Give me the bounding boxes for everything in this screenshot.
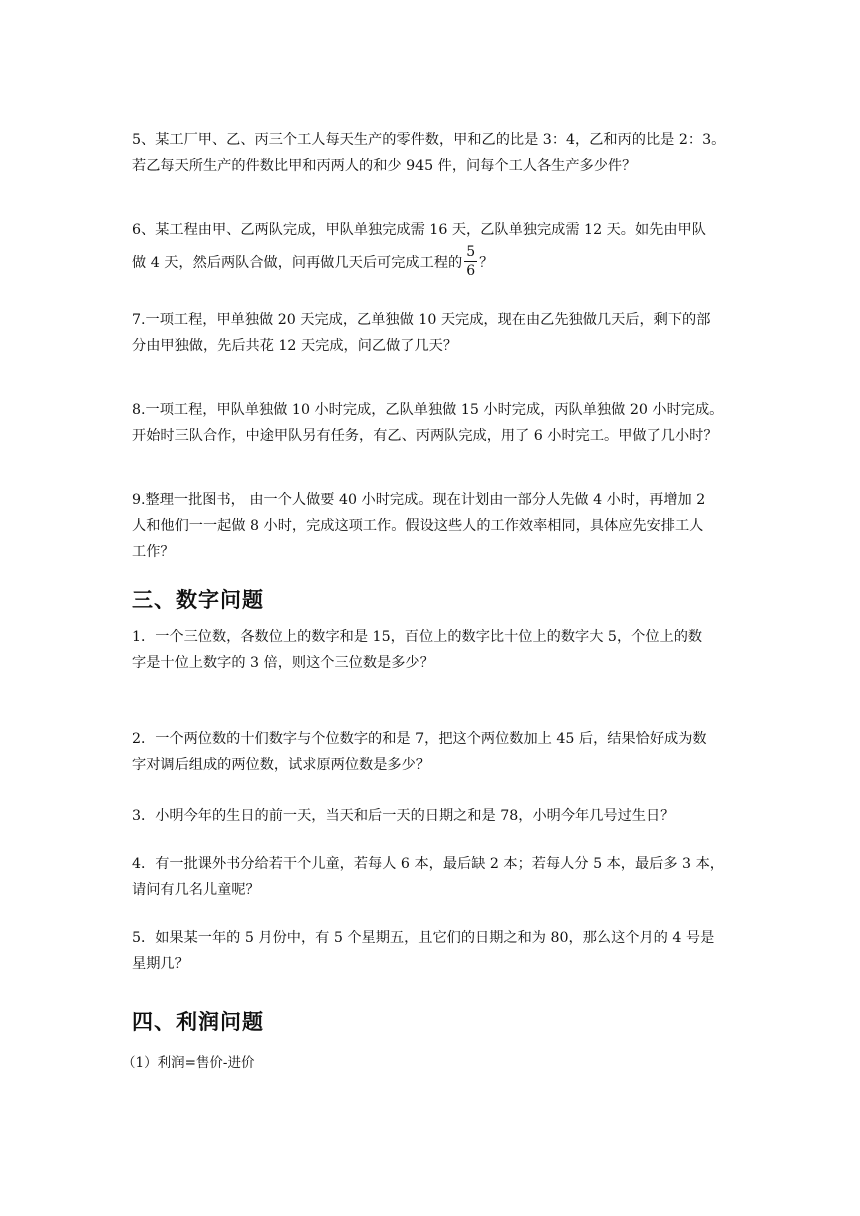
problem-6-line-2-text: 做 4 天，然后两队合做，问再做几天后可完成工程的 (132, 255, 463, 271)
number-problem-2 (132, 726, 732, 778)
number-problem-5-line-2: 星期几？ (132, 956, 189, 972)
fraction (464, 243, 477, 280)
number-problem-4-line-2: 请问有几名儿童呢？ (132, 882, 260, 898)
problem-6-line-1: 6、某工程由甲、乙两队完成，甲队单独完成需 16 天，乙队单独完成需 12 天。如先由甲队 (132, 222, 706, 238)
problem-5-line-2: 若乙每天所生产的件数比甲和丙两人的和少 945 件，问每个工人各生产多少件？ (132, 158, 637, 174)
problem-6 (132, 217, 732, 283)
number-problem-3 (132, 803, 732, 829)
number-problem-2-line-2: 字对调后组成的两位数，试求原两位数是多少？ (132, 757, 430, 773)
problem-6-line-2-end: ？ (479, 255, 494, 271)
problem-5 (132, 127, 732, 179)
number-problem-4-line-1: 4．有一批课外书分给若干个儿童，若每人 6 本，最后缺 2 本；若每人分 5 本，最后多 3 本， (132, 856, 724, 872)
problem-6-line-2 (132, 243, 732, 283)
number-problem-1 (132, 624, 732, 676)
section-4-heading: 四、利润问题 (132, 1010, 264, 1034)
problem-7-line-1: 7.一项工程，甲单独做 20 天完成，乙单独做 10 天完成，现在由乙先独做几天后，剩下的部 (132, 312, 711, 328)
number-problem-1-line-2: 字是十位上数字的 3 倍，则这个三位数是多少？ (132, 655, 434, 671)
number-problem-2-line-1: 2．一个两位数的十们数字与个位数字的和是 7，把这个两位数加上 45 后，结果恰好成为数 (132, 731, 707, 747)
problem-7-line-2: 分由甲独做，先后共花 12 天完成，问乙做了几天？ (132, 338, 458, 354)
fraction-numerator: 5 (466, 243, 476, 260)
problem-5-line-1: 5、某工厂甲、乙、丙三个工人每天生产的零件数，甲和乙的比是 3：4，乙和丙的比是 2：3。 (132, 132, 726, 148)
problem-7 (132, 307, 732, 359)
profit-item-1: （1）利润=售价-进价 (122, 1055, 255, 1071)
number-problem-1-line-1: 1．一个三位数，各数位上的数字和是 15，百位上的数字比十位上的数字大 5，个位上的数 (132, 629, 703, 645)
problem-9-line-1: 9.整理一批图书， 由一个人做要 40 小时完成。现在计划由一部分人先做 4 小时，再增加 2 (132, 492, 706, 508)
number-problem-5 (132, 925, 732, 977)
problem-8-line-1: 8.一项工程，甲队单独做 10 小时完成，乙队单独做 15 小时完成，丙队单独做 20 小时完成。 (132, 402, 724, 418)
number-problem-4 (132, 851, 732, 903)
problem-8 (132, 397, 732, 449)
problem-9-line-3: 工作？ (132, 544, 175, 560)
fraction-denominator: 6 (466, 262, 476, 279)
section-3-heading: 三、数字问题 (132, 588, 264, 612)
number-problem-3-line-1: 3．小明今年的生日的前一天，当天和后一天的日期之和是 78，小明今年几号过生日？ (132, 808, 675, 824)
problem-9 (132, 487, 732, 565)
problem-8-line-2: 开始时三队合作，中途甲队另有任务，有乙、丙两队完成，用了 6 小时完工。甲做了几小时？ (132, 428, 718, 444)
number-problem-5-line-1: 5．如果某一年的 5 月份中，有 5 个星期五，且它们的日期之和为 80，那么这个月的 4 号是 (132, 930, 715, 946)
problem-9-line-2: 人和他们一一起做 8 小时，完成这项工作。假设这些人的工作效率相同，具体应先安排工人 (132, 518, 704, 534)
